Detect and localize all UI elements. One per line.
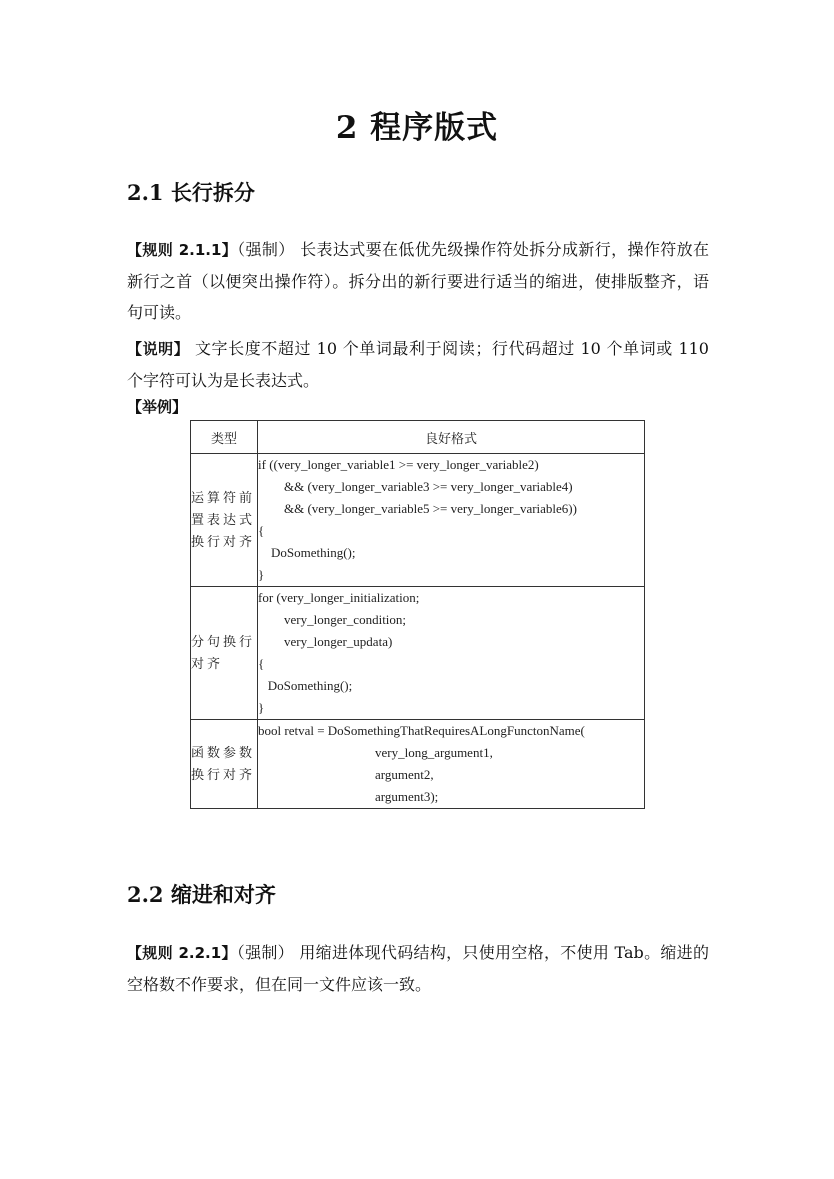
code-line: {: [258, 656, 265, 671]
section-title-2-2: 2.2 缩进和对齐: [127, 882, 276, 907]
code-line: && (very_longer_variable3 >= very_longer_variable4): [258, 479, 573, 494]
rule-text: （强制） 用缩进体现代码结构，只使用空格，不使用 Tab。缩进的空格数不作要求，但在同一文件应该一致。: [127, 943, 709, 994]
table-row: [191, 454, 645, 587]
code-line: }: [258, 700, 265, 715]
type-cell: 运算符前置表达式换行对齐: [191, 454, 258, 587]
code-line: {: [258, 523, 265, 538]
code-line: argument3);: [258, 789, 439, 804]
table-row: [191, 587, 645, 720]
note-text: 文字长度不超过 10 个单词最利于阅读；行代码超过 10 个单词或 110 个字符可认为是长表达式。: [127, 339, 709, 390]
code-cell: [258, 454, 645, 587]
code-line: argument2,: [258, 767, 434, 782]
example-label: 【举例】: [127, 398, 188, 416]
code-line: DoSomething();: [258, 545, 356, 560]
code-line: && (very_longer_variable5 >= very_longer_variable6)): [258, 501, 577, 516]
code-line: for (very_longer_initialization;: [258, 590, 420, 605]
table-header-row: [191, 421, 645, 454]
code-cell: [258, 587, 645, 720]
code-line: }: [258, 567, 265, 582]
code-line: very_long_argument1,: [258, 745, 493, 760]
code-cell: [258, 720, 645, 809]
code-line: very_longer_updata): [258, 634, 393, 649]
note-paragraph: [127, 333, 709, 396]
chapter-title: 2 程序版式: [335, 110, 499, 146]
code-line: if ((very_longer_variable1 >= very_longer_variable2): [258, 457, 539, 472]
table-header-type: 类型: [191, 421, 258, 454]
note-label: 【说明】: [127, 340, 190, 358]
table-header-format: 良好格式: [258, 421, 645, 454]
type-cell: 分句换行对齐: [191, 587, 258, 720]
rule-text: （强制） 长表达式要在低优先级操作符处拆分成新行，操作符放在新行之首（以便突出操作符）。拆分出的新行要进行适当的缩进，使排版整齐，语句可读。: [127, 240, 709, 322]
code-line: bool retval = DoSomethingThatRequiresALongFunctonName(: [258, 723, 585, 738]
rule-2-2-1-paragraph: [127, 937, 709, 1000]
rule-2-1-1-paragraph: [127, 234, 709, 328]
rule-label: 【规则 2.2.1】: [127, 944, 237, 962]
section-title-2-1: 2.1 长行拆分: [127, 180, 255, 205]
table-row: [191, 720, 645, 809]
code-line: very_longer_condition;: [258, 612, 407, 627]
type-cell: 函数参数换行对齐: [191, 720, 258, 809]
code-line: DoSomething();: [258, 678, 353, 693]
example-table: [190, 420, 645, 809]
rule-label: 【规则 2.1.1】: [127, 241, 238, 259]
